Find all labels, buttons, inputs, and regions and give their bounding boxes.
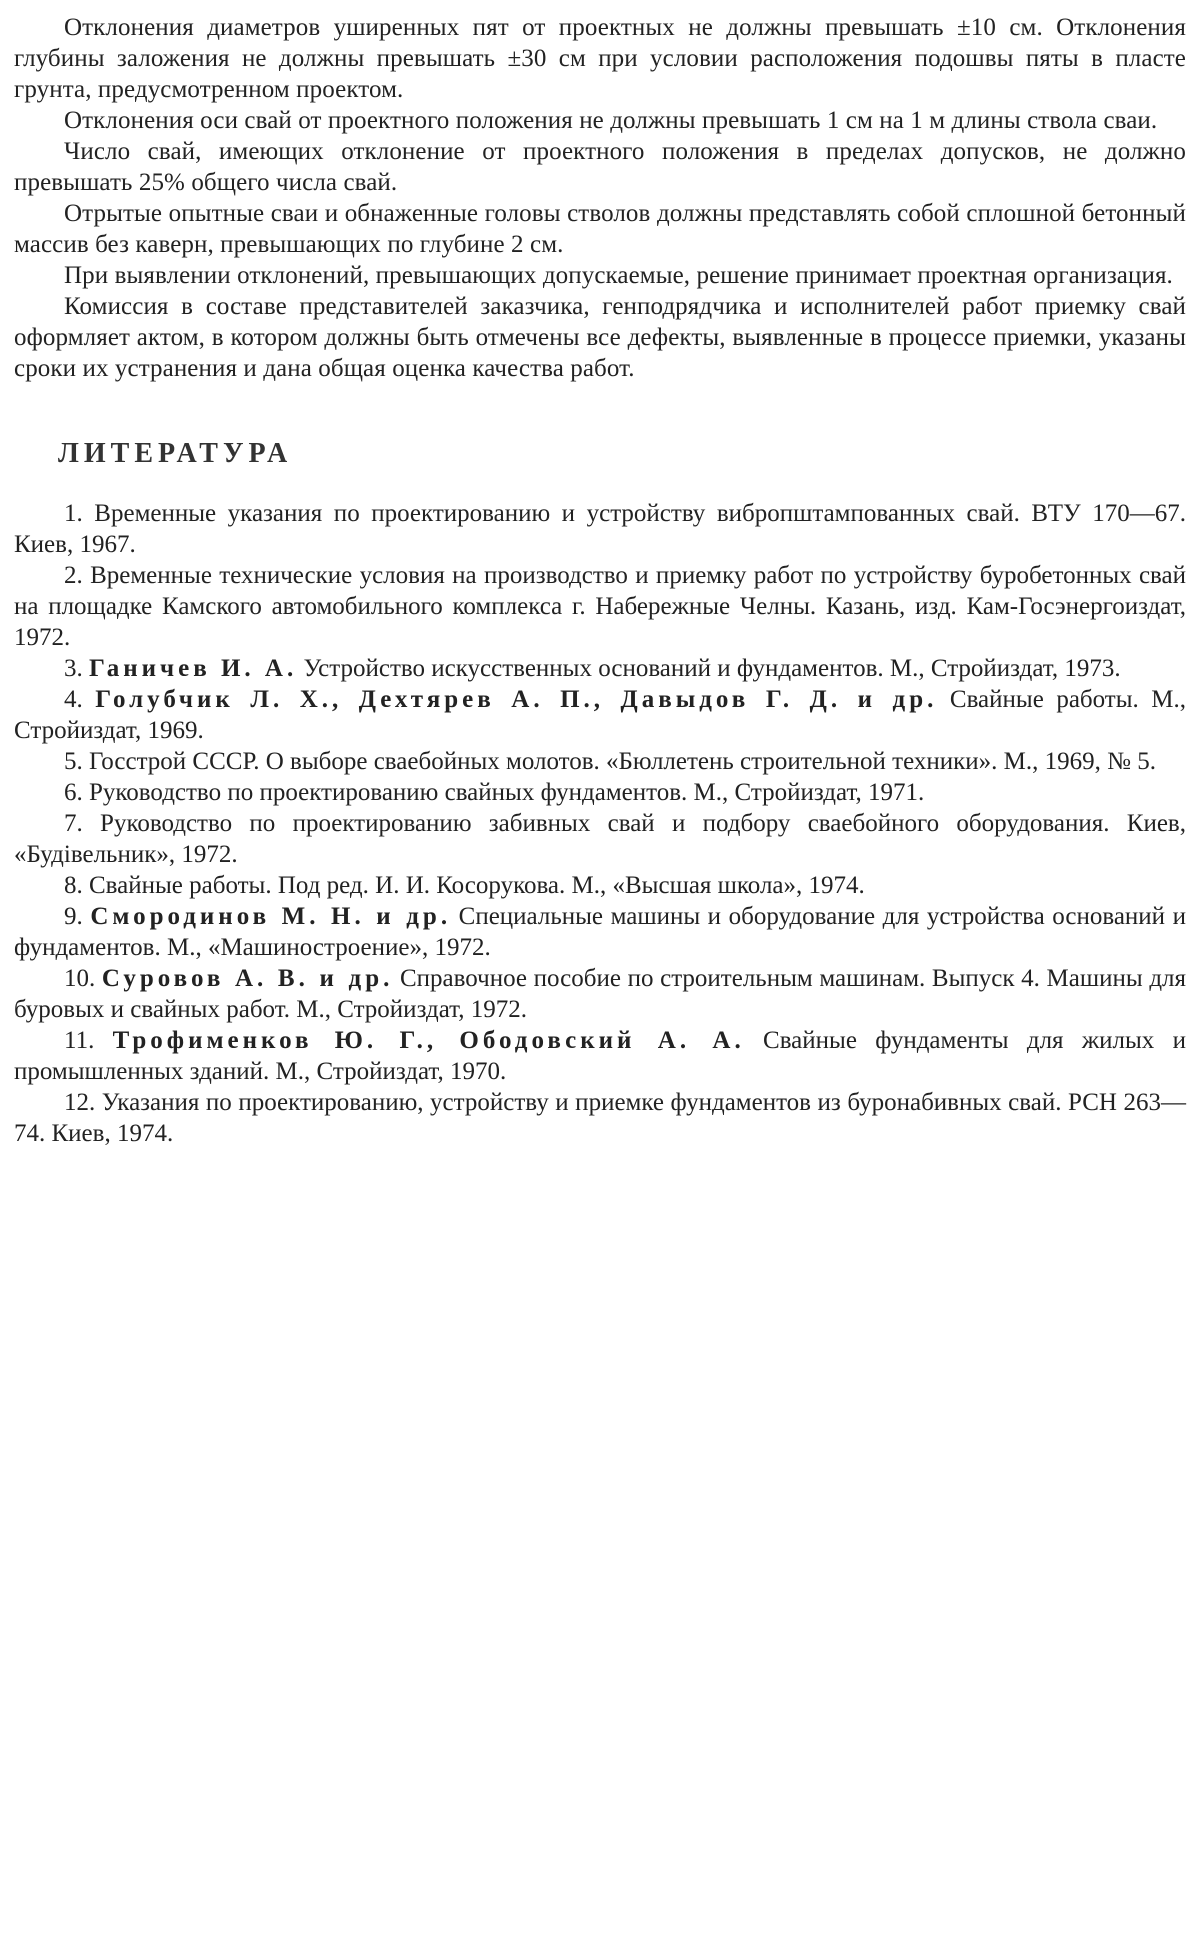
reference-number: 12. xyxy=(64,1089,96,1116)
paragraph: Отрытые опытные сваи и обнаженные головы стволов должны представлять собой сплошной бетонный массив без каверн, превышающих по глубине 2 см. xyxy=(14,200,1186,258)
reference-item xyxy=(14,870,1186,901)
body-text xyxy=(14,12,1186,384)
reference-text: Устройство искусственных оснований и фундаментов. М., Стройиздат, 1973. xyxy=(303,655,1121,682)
reference-text: Руководство по проектированию свайных фундаментов. М., Стройиздат, 1971. xyxy=(89,779,925,806)
document-page xyxy=(14,12,1186,1149)
reference-number: 4. xyxy=(64,686,83,713)
paragraph: При выявлении отклонений, превышающих допускаемые, решение принимает проектная организация. xyxy=(64,262,1173,289)
reference-number: 8. xyxy=(64,872,83,899)
reference-author: Трофименков Ю. Г., Ободовский А. А. xyxy=(112,1027,745,1054)
reference-text: Временные технические условия на производство и приемку работ по устройству буробетонных свай на площадке Камского автомобильного комплекса г. Набережные Челны. Казань, изд. Кам-Госэнергоиздат, 1972. xyxy=(14,562,1186,651)
reference-author: Ганичев И. А. xyxy=(89,655,298,682)
reference-item xyxy=(14,684,1186,746)
paragraph: Число свай, имеющих отклонение от проектного положения в пределах допусков, не должно превышать 25% общего числа свай. xyxy=(14,138,1186,196)
reference-number: 2. xyxy=(64,562,83,589)
reference-item xyxy=(14,746,1186,777)
reference-text: Справочное пособие по строительным машинам. Выпуск 4. Машины для буровых и свайных работ. М., Стройиздат, 1972. xyxy=(14,965,1187,1023)
reference-item xyxy=(14,808,1186,870)
references-list xyxy=(14,498,1186,1149)
reference-text: Временные указания по проектированию и устройству вибропштампованных свай. ВТУ 170—67. Киев, 1967. xyxy=(14,500,1186,558)
reference-text: Свайные работы. М., Стройиздат, 1969. xyxy=(14,686,1187,744)
reference-item xyxy=(14,498,1186,560)
reference-item xyxy=(14,560,1186,653)
reference-number: 7. xyxy=(64,810,83,837)
reference-number: 3. xyxy=(64,655,83,682)
reference-author: Суровов А. В. и др. xyxy=(101,965,394,992)
reference-item xyxy=(14,901,1186,963)
reference-text: Руководство по проектированию забивных свай и подбору сваебойного оборудования. Киев, «Будівельник», 1972. xyxy=(14,810,1186,868)
reference-item xyxy=(14,777,1186,808)
paragraph: Отклонения оси свай от проектного положения не должны превышать 1 см на 1 м длины ствола сваи. xyxy=(64,107,1158,134)
reference-text: Госстрой СССР. О выборе сваебойных молотов. «Бюллетень строительной техники». М., 1969, № 5. xyxy=(89,748,1156,775)
reference-item xyxy=(14,1087,1186,1149)
reference-item xyxy=(14,1025,1186,1087)
reference-text: Свайные фундаменты для жилых и промышленных зданий. М., Стройиздат, 1970. xyxy=(14,1027,1186,1085)
reference-number: 11. xyxy=(64,1027,95,1054)
reference-number: 9. xyxy=(64,903,83,930)
reference-text: Указания по проектированию, устройству и приемке фундаментов из буронабивных свай. РСН 263—74. Киев, 1974. xyxy=(14,1089,1186,1147)
literature-heading: ЛИТЕРАТУРА xyxy=(58,438,293,469)
reference-number: 1. xyxy=(64,500,83,527)
reference-item xyxy=(14,653,1186,684)
paragraph: Отклонения диаметров уширенных пят от проектных не должны превышать ±10 см. Отклонения глубины заложения не должны превышать ±30 см при условии расположения подошвы пяты в пласте грунта, предусмотренном проектом. xyxy=(14,14,1186,103)
reference-number: 6. xyxy=(64,779,83,806)
reference-text: Специальные машины и оборудование для устройства оснований и фундаментов. М., «Машиностроение», 1972. xyxy=(14,903,1186,961)
reference-number: 10. xyxy=(64,965,96,992)
reference-text: Свайные работы. Под ред. И. И. Косорукова. М., «Высшая школа», 1974. xyxy=(89,872,865,899)
reference-item xyxy=(14,963,1186,1025)
reference-author: Смородинов М. Н. и др. xyxy=(90,903,452,930)
paragraph: Комиссия в составе представителей заказчика, генподрядчика и исполнителей работ приемку свай оформляет актом, в котором должны быть отмечены все дефекты, выявленные в процессе приемки, указаны сроки их устранения и дана общая оценка качества работ. xyxy=(14,293,1186,382)
reference-number: 5. xyxy=(64,748,83,775)
reference-author: Голубчик Л. Х., Дехтярев А. П., Давыдов Г. Д. и др. xyxy=(95,686,938,713)
